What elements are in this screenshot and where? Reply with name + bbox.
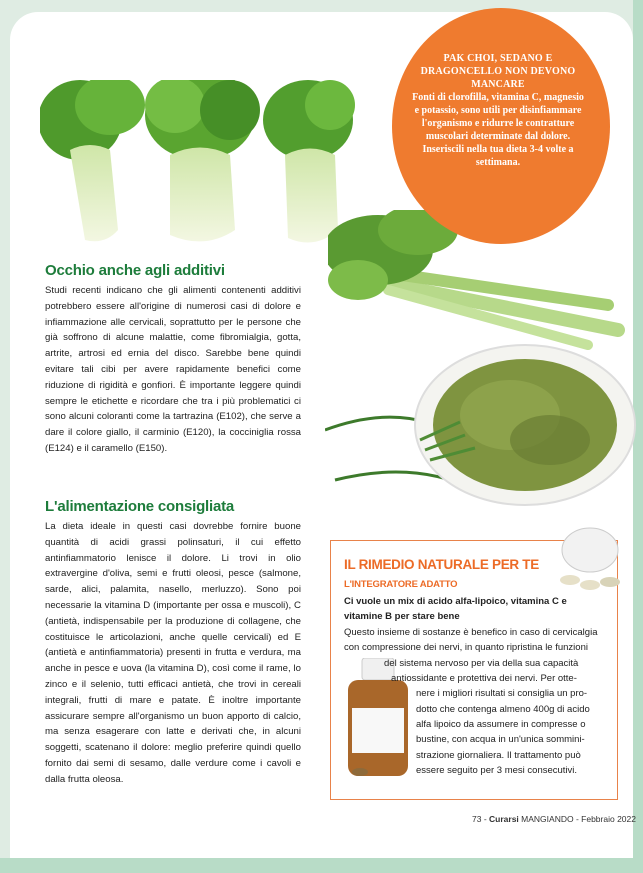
pill-bottle-icon bbox=[540, 525, 630, 595]
remedy-line: strazione giornaliera. Il trattamento può bbox=[416, 750, 581, 761]
remedy-line: nere i migliori risultati si consiglia un pro- bbox=[416, 688, 588, 699]
remedy-line: con compressione dei nervi, in quanto ripristina le funzioni bbox=[344, 642, 588, 653]
remedy-line: Questo insieme di sostanze è benefico in caso di cervicalgia bbox=[344, 627, 598, 638]
remedy-line: del sistema nervoso per via della sua capacità bbox=[384, 658, 579, 669]
page-bottom-stripe bbox=[0, 858, 643, 873]
issue-date: Febbraio 2022 bbox=[581, 814, 636, 824]
remedy-line: alfa lipoico da assumere in compresse o bbox=[416, 719, 586, 730]
section-text-additivi: Studi recenti indicano che gli alimenti contenenti additivi potrebbero essere all'origine di numerosi casi di dolore e infiammazione alle cervicali, soprattutto per le persone che già soffrono di alcune malattie, come fibromialgia, gotta, artrite, artrosi ed ernia del disco. Sarebbe bene quindi evitare tali cibi per avere rapidamente benefici come riduzione di rigidità e gonfiori. È importante leggere quindi sempre le etichette e ricordare che tra i più problematici ci sono alcuni coloranti come la tartrazina (E102), che serve a dare il colore giallo, il carminio (E120), la cocciniglia rossa (E124) e il caramello (E150). bbox=[45, 285, 301, 454]
callout-title: PAK CHOI, SEDANO E DRAGONCELLO NON DEVONO MANCARE bbox=[420, 53, 576, 90]
page-number: 73 bbox=[472, 814, 482, 824]
section-name: MANGIANDO bbox=[521, 814, 574, 824]
page-footer: 73 - Curarsi MANGIANDO - Febbraio 2022 bbox=[472, 814, 636, 824]
remedy-line: essere seguito per 3 mesi consecutivi. bbox=[416, 765, 578, 776]
remedy-title: IL RIMEDIO NATURALE PER TE bbox=[344, 557, 539, 572]
callout-text-block bbox=[410, 52, 586, 169]
section-heading-alimentazione: L'alimentazione consigliata bbox=[45, 498, 235, 515]
remedy-lead: Ci vuole un mix di acido alfa-lipoico, vitamina C e vitamine B per stare bene bbox=[344, 596, 567, 622]
section-heading-additivi: Occhio anche agli additivi bbox=[45, 262, 225, 279]
callout-body: Fonti di clorofilla, vitamina C, magnesio e potassio, sono utili per disinfiammare l'organismo e ridurre le contratture muscolari determinate dal dolore. Inseriscili nella tua dieta 3-4 volte a settimana. bbox=[412, 92, 584, 168]
remedy-subtitle: L'INTEGRATORE ADATTO bbox=[344, 579, 458, 590]
remedy-line: bustine, con acqua in un'unica sommini- bbox=[416, 734, 585, 745]
herb-bowl-image bbox=[325, 340, 640, 510]
section-text-alimentazione: La dieta ideale in questi casi dovrebbe fornire buone quantità di acidi grassi polinsaturi, il cui effetto antinfiammatorio lenisce il dolore. Li trovi in olio extravergine d'oliva, semi e frutti oleosi, pesce (salmone, sarde, alici, palamita, nasello, merluzzo). Sono poi necessarie la vitamina D (importante per ossa e muscoli), C (antietà, indispensabile per la produzione di collagene, che costituisce le articolazioni, anche quelle cervicali) ed E (antietà e antinfiammatoria) presenti in frutta e verdura, ma anche in pesce e uova (la vitamina D), così come il rame, lo zinco e il selenio, tutti efficaci antietà, che trovi in cereali integrali, frutti di mare e patate. È inoltre importante assicurare sempre all'organismo un buon apporto di calcio, ma senza esagerare con latte e derivati che, in alcuni soggetti, scatenano il dolore: meglio preferire quindi quello fornito dai semi di sesamo, dalle verdure come i cavoli e dalla frutta oleosa. bbox=[45, 521, 301, 785]
remedy-line: antiossidante e protettiva dei nervi. Per otte- bbox=[391, 673, 577, 684]
pak-choi-image bbox=[40, 80, 360, 260]
remedy-line: dotto che contenga almeno 400g di acido bbox=[416, 704, 590, 715]
magazine-name: Curarsi bbox=[489, 814, 519, 824]
